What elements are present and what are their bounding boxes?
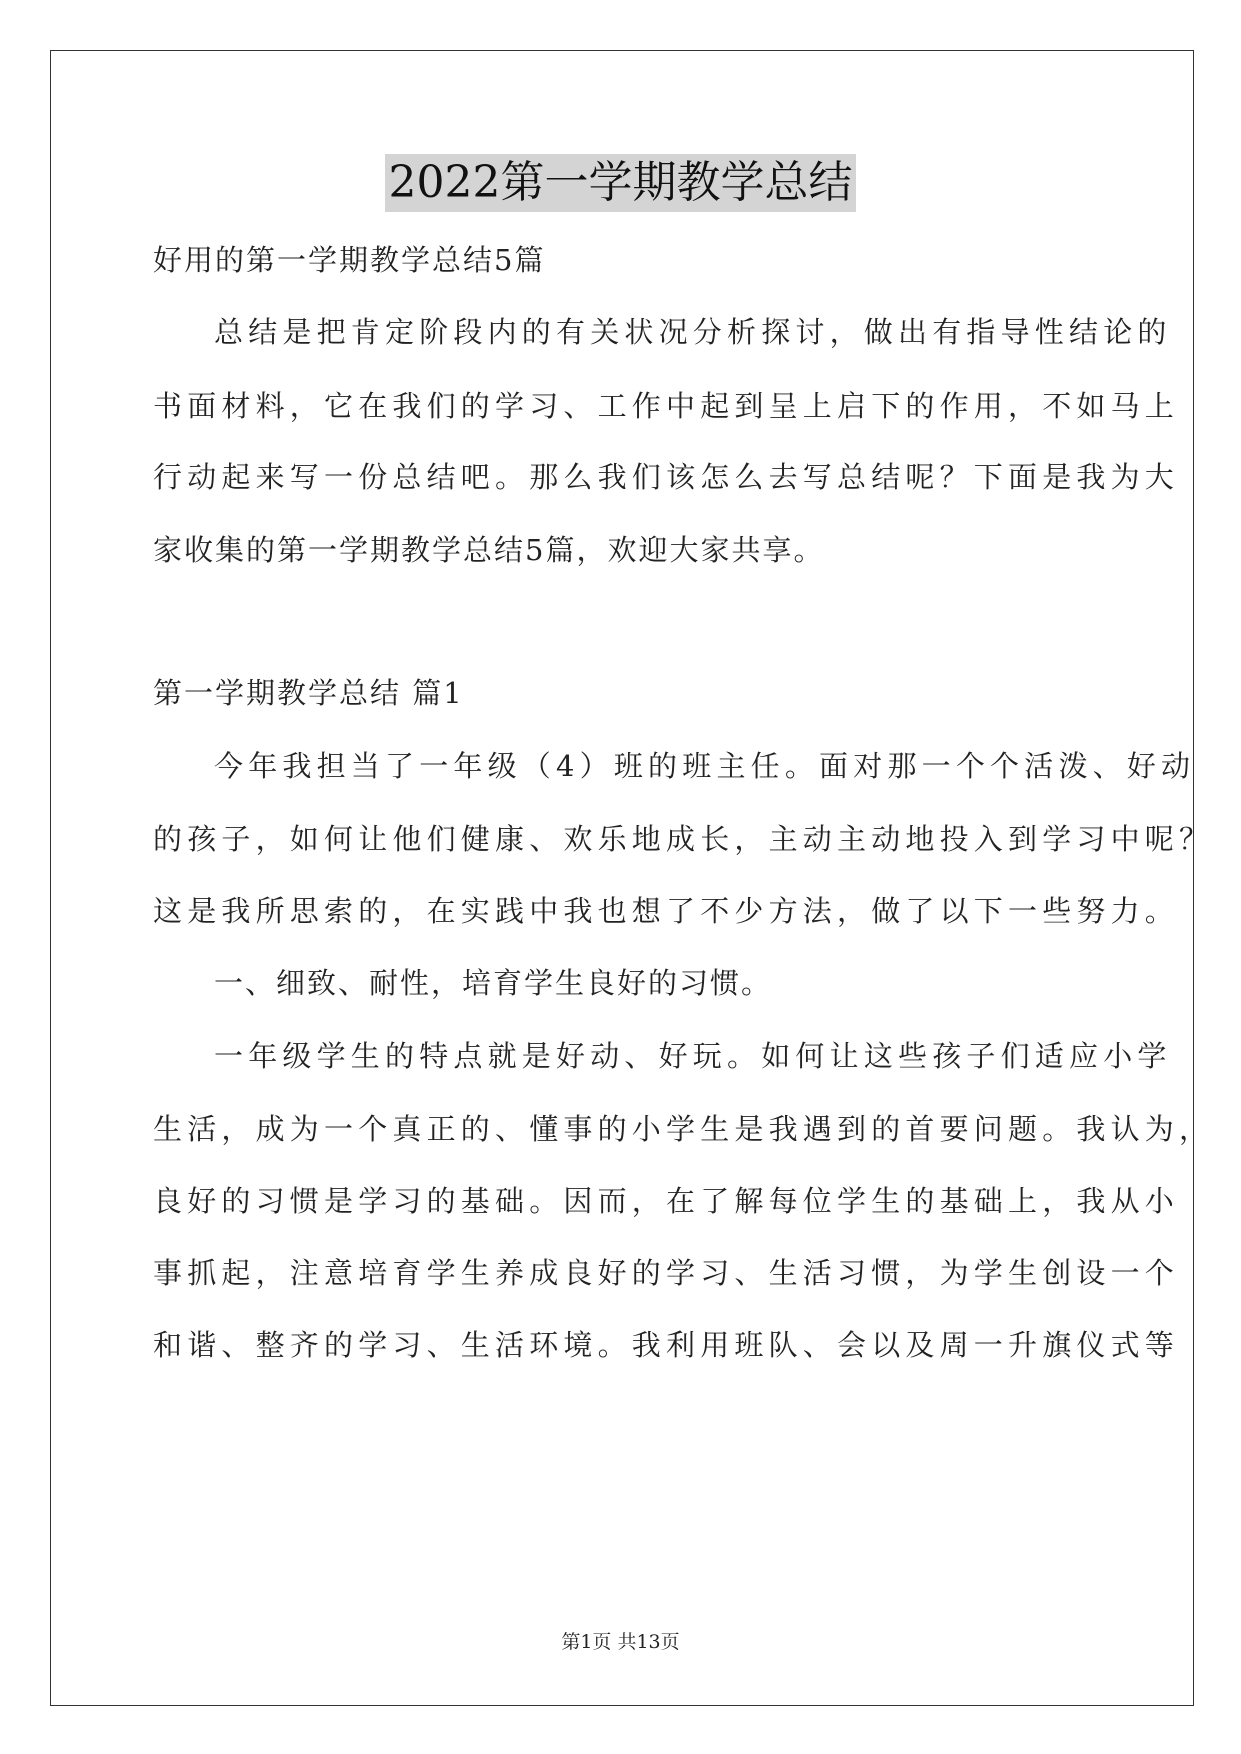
paragraph-line: 生活，成为一个真正的、懂事的小学生是我遇到的首要问题。我认为， xyxy=(153,1112,1214,1146)
subtitle: 好用的第一学期教学总结5篇 xyxy=(153,243,546,277)
paragraph-line: 的孩子，如何让他们健康、欢乐地成长，主动主动地投入到学习中呢？ xyxy=(153,822,1214,856)
intro-line: 行动起来写一份总结吧。那么我们该怎么去写总结呢？下面是我为大 xyxy=(153,460,1180,494)
page-border xyxy=(50,50,1214,1706)
paragraph-line: 一年级学生的特点就是好动、好玩。如何让这些孩子们适应小学 xyxy=(214,1039,1172,1073)
point-heading: 一、细致、耐性，培育学生良好的习惯。 xyxy=(214,966,773,1000)
title-container xyxy=(0,154,1241,212)
intro-line: 书面材料，它在我们的学习、工作中起到呈上启下的作用，不如马上 xyxy=(153,389,1180,423)
paragraph-line: 良好的习惯是学习的基础。因而，在了解每位学生的基础上，我从小 xyxy=(153,1184,1180,1218)
intro-line: 总结是把肯定阶段内的有关状况分析探讨，做出有指导性结论的 xyxy=(214,315,1172,349)
intro-line: 家收集的第一学期教学总结5篇，欢迎大家共享。 xyxy=(153,533,825,567)
paragraph-line: 事抓起，注意培育学生养成良好的学习、生活习惯，为学生创设一个 xyxy=(153,1256,1180,1290)
page-footer: 第1页 共13页 xyxy=(561,1631,680,1653)
document-title: 2022第一学期教学总结 xyxy=(385,154,857,212)
section-heading: 第一学期教学总结 篇1 xyxy=(153,676,464,710)
paragraph-line: 和谐、整齐的学习、生活环境。我利用班队、会以及周一升旗仪式等 xyxy=(153,1328,1180,1362)
paragraph-line: 这是我所思索的，在实践中我也想了不少方法，做了以下一些努力。 xyxy=(153,894,1180,928)
paragraph-line: 今年我担当了一年级（4）班的班主任。面对那一个个活泼、好动 xyxy=(214,749,1196,783)
